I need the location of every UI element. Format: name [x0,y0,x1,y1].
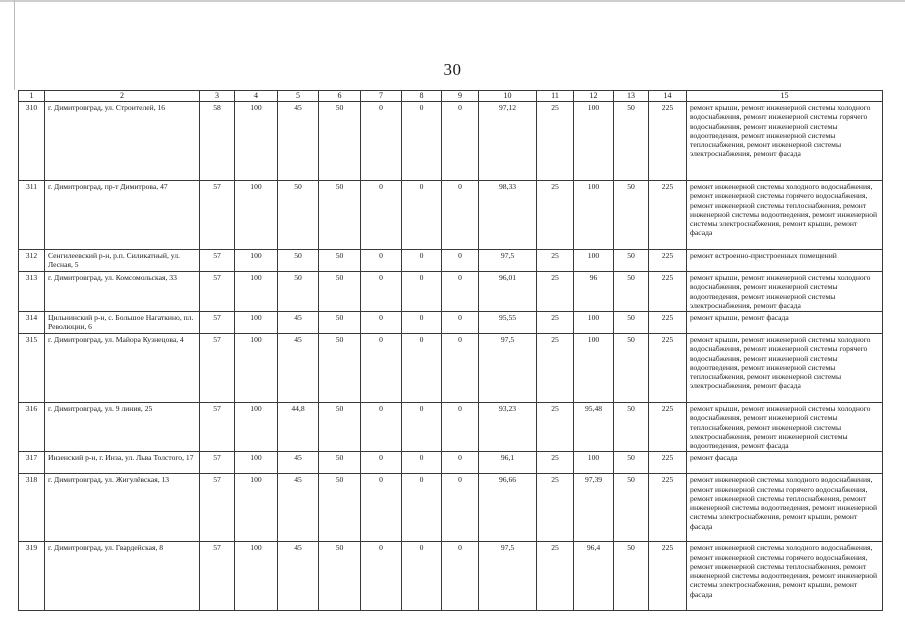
value-cell: 57 [200,312,235,334]
value-cell: 50 [614,334,649,403]
column-header: 6 [319,91,361,102]
table-row [19,403,883,452]
value-cell: 0 [361,250,402,272]
works-cell: ремонт встроенно-пристроенных помещений [687,250,883,272]
value-cell: 50 [614,542,649,611]
value-cell: 25 [537,181,574,250]
value-cell: 0 [402,181,442,250]
value-cell: 0 [402,334,442,403]
column-header: 15 [687,91,883,102]
column-header: 2 [45,91,200,102]
value-cell: 100 [235,474,278,542]
value-cell: 25 [537,403,574,452]
column-header: 8 [402,91,442,102]
value-cell: 50 [614,474,649,542]
value-cell: 50 [319,272,361,312]
value-cell: 96 [574,272,614,312]
row-number: 319 [19,542,45,611]
value-cell: 0 [442,102,479,181]
value-cell: 50 [614,102,649,181]
value-cell: 0 [442,542,479,611]
value-cell: 0 [442,181,479,250]
value-cell: 50 [614,312,649,334]
address-cell: г. Димитровград, ул. Комсомольская, 33 [45,272,200,312]
value-cell: 45 [278,542,319,611]
address-cell: г. Димитровград, ул. Строителей, 16 [45,102,200,181]
value-cell: 45 [278,312,319,334]
value-cell: 50 [319,102,361,181]
column-header: 4 [235,91,278,102]
value-cell: 57 [200,334,235,403]
value-cell: 0 [361,403,402,452]
works-cell: ремонт инженерной системы холодного водоснабжения, ремонт инженерной системы горячего водоснабжения, ремонт инженерной системы теплоснабжения, ремонт инженерной системы водоотведения, ремонт инженерной системы электроснабжения, ремонт крыши, ремонт фасада [687,542,883,611]
value-cell: 0 [361,181,402,250]
value-cell: 100 [574,250,614,272]
table-row [19,542,883,611]
value-cell: 95,48 [574,403,614,452]
value-cell: 0 [442,474,479,542]
value-cell: 0 [361,542,402,611]
row-number: 318 [19,474,45,542]
value-cell: 95,55 [479,312,537,334]
value-cell: 0 [402,452,442,474]
data-table [18,90,883,611]
value-cell: 97,12 [479,102,537,181]
header-row [19,91,883,102]
value-cell: 98,33 [479,181,537,250]
works-cell: ремонт фасада [687,452,883,474]
column-header: 11 [537,91,574,102]
value-cell: 0 [402,542,442,611]
column-header: 12 [574,91,614,102]
works-cell: ремонт инженерной системы холодного водоснабжения, ремонт инженерной системы горячего водоснабжения, ремонт инженерной системы теплоснабжения, ремонт инженерной системы водоотведения, ремонт инженерной системы электроснабжения, ремонт крыши, ремонт фасада [687,181,883,250]
value-cell: 225 [649,312,687,334]
value-cell: 0 [361,272,402,312]
value-cell: 0 [361,334,402,403]
value-cell: 100 [235,403,278,452]
table-row [19,272,883,312]
value-cell: 96,1 [479,452,537,474]
value-cell: 225 [649,474,687,542]
value-cell: 225 [649,542,687,611]
column-header: 1 [19,91,45,102]
value-cell: 25 [537,452,574,474]
value-cell: 50 [614,250,649,272]
value-cell: 50 [614,272,649,312]
address-cell: Сенгилеевский р-н, р.п. Силикатный, ул. Лесная, 5 [45,250,200,272]
value-cell: 100 [235,181,278,250]
column-header: 7 [361,91,402,102]
row-number: 311 [19,181,45,250]
address-cell: г. Димитровград, ул. Жигулёвская, 13 [45,474,200,542]
value-cell: 0 [442,452,479,474]
value-cell: 0 [442,272,479,312]
value-cell: 25 [537,542,574,611]
value-cell: 100 [574,334,614,403]
value-cell: 0 [402,474,442,542]
value-cell: 58 [200,102,235,181]
value-cell: 0 [402,250,442,272]
row-number: 310 [19,102,45,181]
column-header: 10 [479,91,537,102]
value-cell: 50 [614,403,649,452]
address-cell: г. Димитровград, ул. Майора Кузнецова, 4 [45,334,200,403]
value-cell: 100 [235,312,278,334]
value-cell: 50 [278,272,319,312]
value-cell: 50 [319,452,361,474]
value-cell: 44,8 [278,403,319,452]
value-cell: 45 [278,334,319,403]
value-cell: 93,23 [479,403,537,452]
address-cell: г. Димитровград, пр-т Димитрова, 47 [45,181,200,250]
value-cell: 96,66 [479,474,537,542]
works-cell: ремонт крыши, ремонт инженерной системы холодного водоснабжения, ремонт инженерной системы теплоснабжения, ремонт инженерной системы электроснабжения, ремонт инженерной системы водоотведения, ремонт фасада [687,403,883,452]
value-cell: 100 [574,312,614,334]
value-cell: 0 [402,272,442,312]
value-cell: 100 [574,102,614,181]
value-cell: 50 [278,181,319,250]
value-cell: 100 [235,334,278,403]
value-cell: 0 [442,334,479,403]
column-header: 5 [278,91,319,102]
value-cell: 45 [278,102,319,181]
value-cell: 57 [200,474,235,542]
address-cell: Инзенский р-н, г. Инза, ул. Льва Толстого, 17 [45,452,200,474]
column-header: 14 [649,91,687,102]
value-cell: 50 [319,334,361,403]
value-cell: 97,5 [479,542,537,611]
value-cell: 0 [361,474,402,542]
value-cell: 50 [614,181,649,250]
works-cell: ремонт инженерной системы холодного водоснабжения, ремонт инженерной системы горячего водоснабжения, ремонт инженерной системы теплоснабжения, ремонт инженерной системы водоотведения, ремонт инженерной системы электроснабжения, ремонт крыши, ремонт фасада [687,474,883,542]
value-cell: 0 [361,102,402,181]
column-header: 3 [200,91,235,102]
value-cell: 50 [319,250,361,272]
table-row [19,250,883,272]
address-cell: г. Димитровград, ул. Гвардейская, 8 [45,542,200,611]
value-cell: 225 [649,334,687,403]
value-cell: 50 [614,452,649,474]
value-cell: 0 [442,403,479,452]
value-cell: 57 [200,181,235,250]
value-cell: 0 [442,250,479,272]
value-cell: 225 [649,181,687,250]
value-cell: 97,39 [574,474,614,542]
value-cell: 57 [200,452,235,474]
table-row [19,474,883,542]
works-cell: ремонт крыши, ремонт инженерной системы холодного водоснабжения, ремонт инженерной системы горячего водоснабжения, ремонт инженерной системы водоотведения, ремонт инженерной системы теплоснабжения, ремонт инженерной системы электроснабжения, ремонт фасада [687,102,883,181]
row-number: 313 [19,272,45,312]
works-cell: ремонт крыши, ремонт фасада [687,312,883,334]
page-number: 30 [443,60,462,79]
value-cell: 225 [649,452,687,474]
value-cell: 225 [649,250,687,272]
table-row [19,312,883,334]
address-cell: г. Димитровград, ул. 9 линия, 25 [45,403,200,452]
column-header: 13 [614,91,649,102]
row-number: 312 [19,250,45,272]
value-cell: 25 [537,102,574,181]
value-cell: 100 [574,452,614,474]
address-cell: Цильнинский р-н, с. Большое Нагаткино, пл. Революции, 6 [45,312,200,334]
value-cell: 100 [235,102,278,181]
value-cell: 25 [537,474,574,542]
table-row [19,334,883,403]
value-cell: 57 [200,250,235,272]
value-cell: 0 [361,312,402,334]
table-row [19,102,883,181]
table-row [19,452,883,474]
column-header: 9 [442,91,479,102]
value-cell: 57 [200,403,235,452]
value-cell: 25 [537,312,574,334]
value-cell: 50 [319,542,361,611]
value-cell: 57 [200,272,235,312]
value-cell: 100 [235,272,278,312]
value-cell: 50 [319,181,361,250]
value-cell: 225 [649,272,687,312]
value-cell: 100 [235,542,278,611]
value-cell: 100 [235,250,278,272]
value-cell: 45 [278,474,319,542]
value-cell: 0 [402,403,442,452]
scan-border-top [0,0,905,2]
value-cell: 100 [235,452,278,474]
value-cell: 0 [442,312,479,334]
value-cell: 50 [319,474,361,542]
row-number: 314 [19,312,45,334]
value-cell: 0 [402,312,442,334]
value-cell: 0 [361,452,402,474]
value-cell: 25 [537,272,574,312]
value-cell: 45 [278,452,319,474]
row-number: 317 [19,452,45,474]
value-cell: 96,4 [574,542,614,611]
value-cell: 225 [649,102,687,181]
table-row [19,181,883,250]
value-cell: 25 [537,250,574,272]
value-cell: 50 [319,312,361,334]
row-number: 315 [19,334,45,403]
value-cell: 97,5 [479,250,537,272]
value-cell: 96,01 [479,272,537,312]
value-cell: 25 [537,334,574,403]
value-cell: 100 [574,181,614,250]
value-cell: 57 [200,542,235,611]
value-cell: 97,5 [479,334,537,403]
value-cell: 50 [278,250,319,272]
works-cell: ремонт крыши, ремонт инженерной системы холодного водоснабжения, ремонт инженерной системы горячего водоснабжения, ремонт инженерной системы водоотведения, ремонт инженерной системы теплоснабжения, ремонт инженерной системы электроснабжения, ремонт фасада [687,334,883,403]
value-cell: 225 [649,403,687,452]
value-cell: 50 [319,403,361,452]
works-cell: ремонт крыши, ремонт инженерной системы холодного водоснабжения, ремонт инженерной системы водоотведения, ремонт инженерной системы электроснабжения, ремонт фасада [687,272,883,312]
row-number: 316 [19,403,45,452]
value-cell: 0 [402,102,442,181]
